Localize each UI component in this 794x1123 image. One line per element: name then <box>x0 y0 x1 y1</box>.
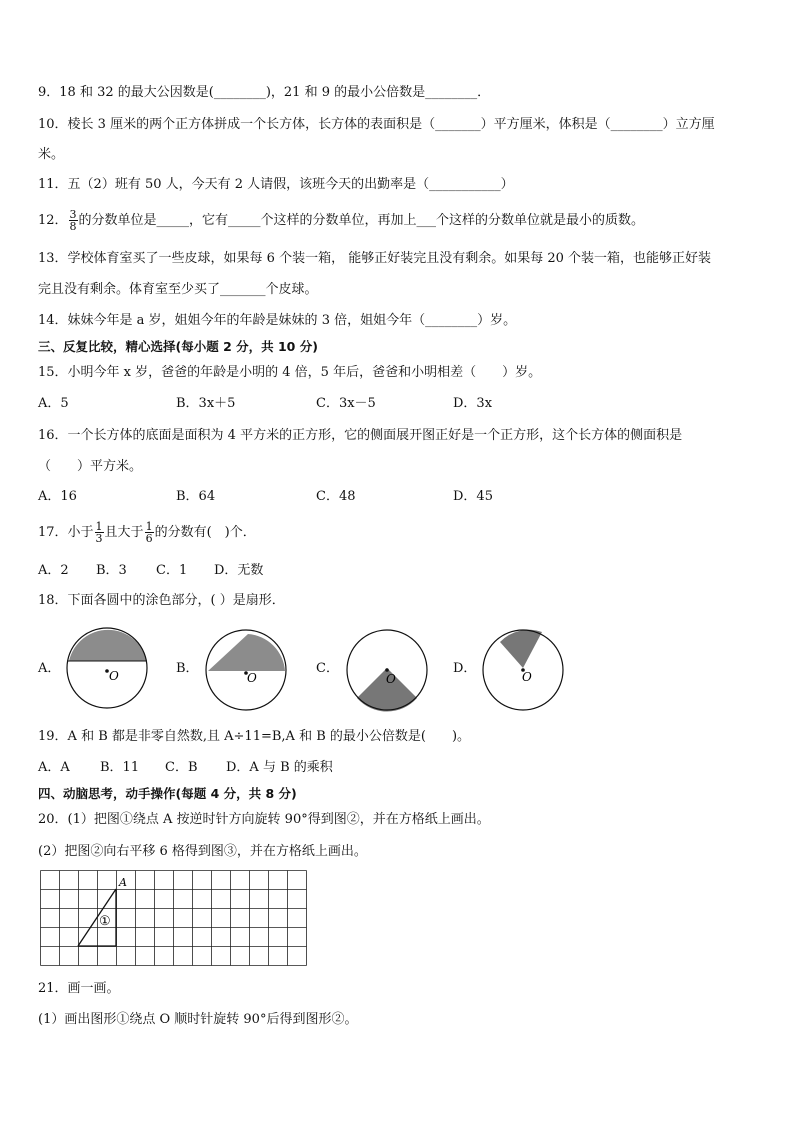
fraction-1-6 <box>145 521 154 544</box>
q16-option-a: A．16 <box>38 489 77 504</box>
q15-option-b: B．3x＋5 <box>176 396 236 411</box>
q15-option-d: D．3x <box>453 396 493 411</box>
fraction-denominator: 8 <box>69 220 77 233</box>
q18-option-b-label: B． <box>176 661 199 676</box>
q17-option-b: B．3 <box>96 563 127 578</box>
question-17-text-a: 17．小于 <box>38 525 94 540</box>
shaded-sector-d <box>500 630 542 668</box>
fraction-numerator: 1 <box>95 520 103 533</box>
q16-option-c: C．48 <box>316 489 356 504</box>
grid-paper <box>40 870 310 970</box>
question-9: 9．18 和 32 的最大公因数是(________)，21 和 9 的最小公倍数是________． <box>38 85 491 100</box>
q17-option-c: C．1 <box>156 563 188 578</box>
circle-b <box>206 630 286 710</box>
question-12 <box>38 206 644 236</box>
q19-option-d: D．A 与 B 的乘积 <box>226 760 333 775</box>
question-16: 16．一个长方体的底面是面积为 4 平方米的正方形，它的侧面展开图正好是一个正方形，这个长方体的侧面积是 <box>38 428 683 443</box>
question-13-cont: 完且没有剩余。体育室至少买了_______个皮球。 <box>38 282 318 297</box>
question-10-cont: 米。 <box>38 147 65 162</box>
circle-d <box>483 630 563 710</box>
fraction-denominator: 3 <box>95 532 103 545</box>
question-16-cont: （ ）平方米。 <box>38 459 143 474</box>
question-17-text-b: 且大于 <box>104 525 144 540</box>
question-11: 11．五（2）班有 50 人，今天有 2 人请假，该班今天的出勤率是（___________） <box>38 177 514 192</box>
question-20-part-2: (2）把图②向右平移 6 格得到图③，并在方格纸上画出。 <box>38 844 367 859</box>
q18-option-c-label: C． <box>316 661 339 676</box>
q15-option-c: C．3x－5 <box>316 396 376 411</box>
point-a-label: A <box>119 876 127 889</box>
grid-lines <box>41 871 307 966</box>
question-17 <box>38 518 256 548</box>
q18-option-d-label: D． <box>453 661 477 676</box>
circle-c <box>347 630 427 712</box>
question-14: 14．妹妹今年是 a 岁，姐姐今年的年龄是妹妹的 3 倍，姐姐今年（________）岁。 <box>38 313 517 328</box>
fraction-3-8 <box>69 209 78 232</box>
q17-option-a: A．2 <box>38 563 69 578</box>
q15-option-a: A．5 <box>38 396 69 411</box>
q19-option-a: A．A <box>38 760 70 775</box>
question-17-text-c: 的分数有( )个． <box>154 525 256 540</box>
fraction-numerator: 3 <box>69 208 77 221</box>
question-15: 15．小明今年 x 岁，爸爸的年龄是小明的 4 倍，5 年后，爸爸和小明相差（ ）岁。 <box>38 365 542 380</box>
q17-option-d: D．无数 <box>214 563 264 578</box>
question-13: 13．学校体育室买了一些皮球，如果每 6 个装一箱， 能够正好装完且没有剩余。如果每 20 个装一箱，也能够正好装 <box>38 251 712 266</box>
figure-1-label: ① <box>99 914 111 929</box>
q18-option-a-label: A． <box>38 661 61 676</box>
q19-option-c: C．B <box>165 760 198 775</box>
q16-option-d: D．45 <box>453 489 493 504</box>
question-18: 18．下面各圆中的涂色部分，( ）是扇形． <box>38 593 285 608</box>
section-3-heading: 三、反复比较，精心选择(每小题 2 分，共 10 分) <box>38 339 318 354</box>
circle-a <box>67 628 147 708</box>
center-label-c: O <box>386 672 396 686</box>
question-12-text: 的分数单位是_____，它有_____个这样的分数单位，再加上___个这样的分数单位就是最小的质数。 <box>78 213 645 228</box>
q16-option-b: B．64 <box>176 489 216 504</box>
shaded-segment-a <box>69 630 147 661</box>
question-10: 10．棱长 3 厘米的两个正方体拼成一个长方体，长方体的表面积是（_______）平方厘米，体积是（________）立方厘 <box>38 117 715 132</box>
fraction-1-3 <box>95 521 104 544</box>
center-label-a: O <box>109 669 119 683</box>
question-12-number: 12． <box>38 213 68 228</box>
q19-option-b: B．11 <box>100 760 140 775</box>
circle-figures <box>0 620 794 720</box>
fraction-numerator: 1 <box>145 520 153 533</box>
question-20-part-1: 20．(1）把图①绕点 A 按逆时针方向旋转 90°得到图②，并在方格纸上画出。 <box>38 812 490 827</box>
question-21: 21．画一画。 <box>38 981 120 996</box>
fraction-denominator: 6 <box>145 532 153 545</box>
section-4-heading: 四、动脑思考，动手操作(每题 4 分，共 8 分) <box>38 786 297 801</box>
center-label-b: O <box>247 671 257 685</box>
question-19: 19．A 和 B 都是非零自然数,且 A÷11=B,A 和 B 的最小公倍数是( )。 <box>38 729 471 744</box>
question-21-part-1: (1）画出图形①绕点 O 顺时针旋转 90°后得到图形②。 <box>38 1012 358 1027</box>
center-label-d: O <box>522 670 532 684</box>
